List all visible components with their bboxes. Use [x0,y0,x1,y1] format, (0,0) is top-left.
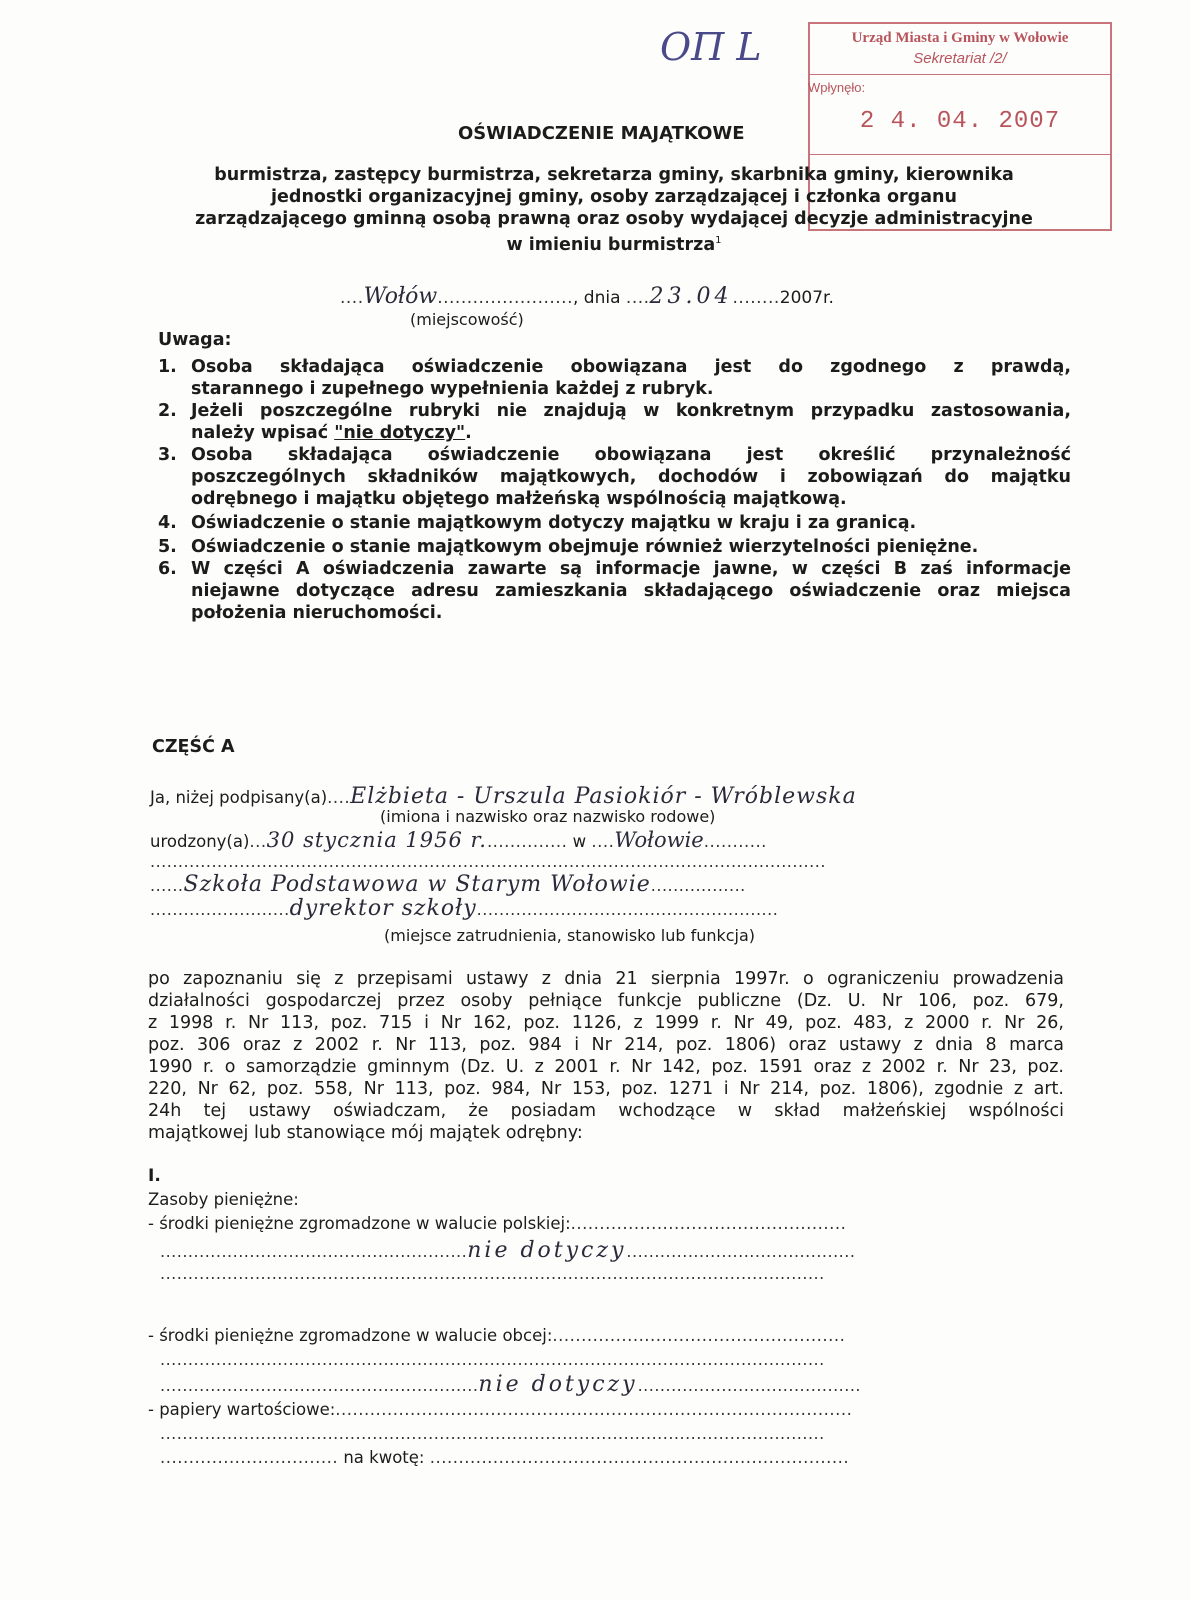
stamp-received-label: Wpłynęło: [808,80,866,95]
place-date-line: ....Wołów......................., dnia ....23.04........2007r. [340,284,834,309]
signed-caption: (imiona i nazwisko oraz nazwisko rodowe) [380,807,716,826]
year-suffix: 2007r. [779,288,834,308]
born-in-label: w [572,832,587,851]
section-heading: Zasoby pieniężne: [148,1190,299,1209]
pln-value: nie dotyczy [467,1238,627,1263]
signed-line: Ja, niżej podpisany(a)....Elżbieta - Urszula Pasiokiór - Wróblewska [150,784,857,809]
footnote-mark: 1 [715,235,722,246]
employment-caption: (miejsce zatrudnienia, stanowisko lub funkcja) [384,926,756,945]
section-roman: I. [148,1166,161,1186]
fx-line: - środki pieniężne zgromadzone w walucie obcej:................................................... [148,1326,846,1345]
employment-line-2: .........................dyrektor szkoły...................................................... [150,896,779,921]
pln-label: - środki pieniężne zgromadzone w walucie polskiej: [148,1214,571,1233]
pln-value-line: .......................................................nie dotyczy......................................... [160,1238,856,1263]
fx-label: - środki pieniężne zgromadzone w walucie obcej: [148,1326,553,1345]
employment-value-1: Szkoła Podstawowa w Starym Wołowie [183,872,651,897]
handwritten-mark: ОП L [660,25,762,69]
subtitle-line: jednostki organizacyjnej gminy, osoby zarządzającej i członka organu [271,187,957,207]
amount-line: ............................... na kwotę: ......................................................................... [160,1448,850,1467]
stamp-unit: Sekretariat /2/ [913,50,1007,67]
subtitle-line: burmistrza, zastępcy burmistrza, sekretarza gminy, skarbnika gminy, kierownika [214,165,1014,185]
fx-value: nie dotyczy [478,1372,638,1397]
notice-item: 3. Osoba składająca oświadczenie obowiązana jest określić przynależność poszczególnych składników majątkowych, dochodów i zobowiązań do majątku odrębnego i majątku objętego małżeńską wspólnością majątkową. [158,445,1071,509]
amount-label: na kwotę: [343,1448,425,1467]
signed-label: Ja, niżej podpisany(a) [150,788,328,807]
dotted-line: ....................................................................................................................... [160,1350,825,1369]
born-value: 30 stycznia 1956 r. [266,828,487,852]
page-title: OŚWIADCZENIE MAJĄTKOWE [458,123,745,144]
nie-dotyczy-emphasis: "nie dotyczy" [334,423,466,443]
subtitle-line: w imieniu burmistrza$^1$ [506,234,722,255]
place-caption: (miejscowość) [410,310,524,329]
place-value: Wołów [363,284,438,309]
notice-item: 2. Jeżeli poszczególne rubryki nie znajdują w konkretnym przypadku zastosowania, należy wpisać "nie dotyczy". [158,401,1071,443]
notice-item: 1. Osoba składająca oświadczenie obowiązana jest do zgodnego z prawdą, starannego i zupełnego wypełnienia każdej z rubryk. [158,357,1071,399]
fx-value-line: .........................................................nie dotyczy........................................ [160,1372,861,1397]
employment-line-1: ......Szkoła Podstawowa w Starym Wołowie................. [150,872,746,897]
securities-line: - papiery wartościowe:.......................................................................................... [148,1400,853,1419]
born-in-value: Wołowie [614,828,704,852]
securities-label: - papiery wartościowe: [148,1400,336,1419]
stamp-office: Urząd Miasta i Gminy w Wołowie [851,30,1069,46]
born-label: urodzony(a) [150,832,250,851]
date-value: 23.04 [649,284,733,309]
signed-value: Elżbieta - Urszula Pasiokiór - Wróblewska [350,784,857,809]
employment-value-2: dyrektor szkoły [289,896,477,921]
born-line: urodzony(a)...30 stycznia 1956 r............... w ....Wołowie........... [150,828,767,852]
dotted-line: ....................................................................................................................... [160,1424,825,1443]
dotted-line: ....................................................................................................................... [160,1264,825,1283]
subtitle-line: zarządzającego gminną osobą prawną oraz osoby wydającej decyzje administracyjne [195,209,1033,229]
subtitle [174,164,1054,256]
pln-line: - środki pieniężne zgromadzone w walucie polskiej:................................................ [148,1214,847,1233]
dnia-label: , dnia [573,288,621,308]
dotted-line: ......................................................................................................................... [150,852,826,871]
notice-heading: Uwaga: [158,330,232,350]
notice-item: 6. W części A oświadczenia zawarte są informacje jawne, w części B zaś informacje niejawne dotyczące adresu zamieszkania składającego oświadczenie oraz miejsca położenia nieruchomości. [158,559,1071,623]
stamp-received-date: 2 4. 04. 2007 [859,108,1061,135]
part-a-heading: CZĘŚĆ A [152,737,235,757]
legal-paragraph: po zapoznaniu się z przepisami ustawy z dnia 21 sierpnia 1997r. o ograniczeniu prowadzenia działalności gospodarczej przez osoby pełniące funkcje publiczne (Dz. U. Nr 106, poz. 679, z 1998 r. Nr 113, poz. 715 i Nr 162, poz. 1126, z 1999 r. Nr 49, poz. 483, z 2000 r. Nr 26, poz. 306 oraz z 2002 r. Nr 113, poz. 984 i Nr 214, poz. 1806) oraz ustawy z dnia 8 marca 1990 r. o samorządzie gminnym (Dz. U. z 2001 r. Nr 142, poz. 1591 oraz z 2002 r. Nr 23, poz. 220, Nr 62, poz. 558, Nr 113, poz. 984, Nr 153, poz. 1271 i Nr 214, poz. 1806), zgodnie z art. 24h tej ustawy oświadczam, że posiadam wchodzące w skład małżeńskiej wspólności majątkowej lub stanowiące mój majątek odrębny: [148,969,1064,1143]
